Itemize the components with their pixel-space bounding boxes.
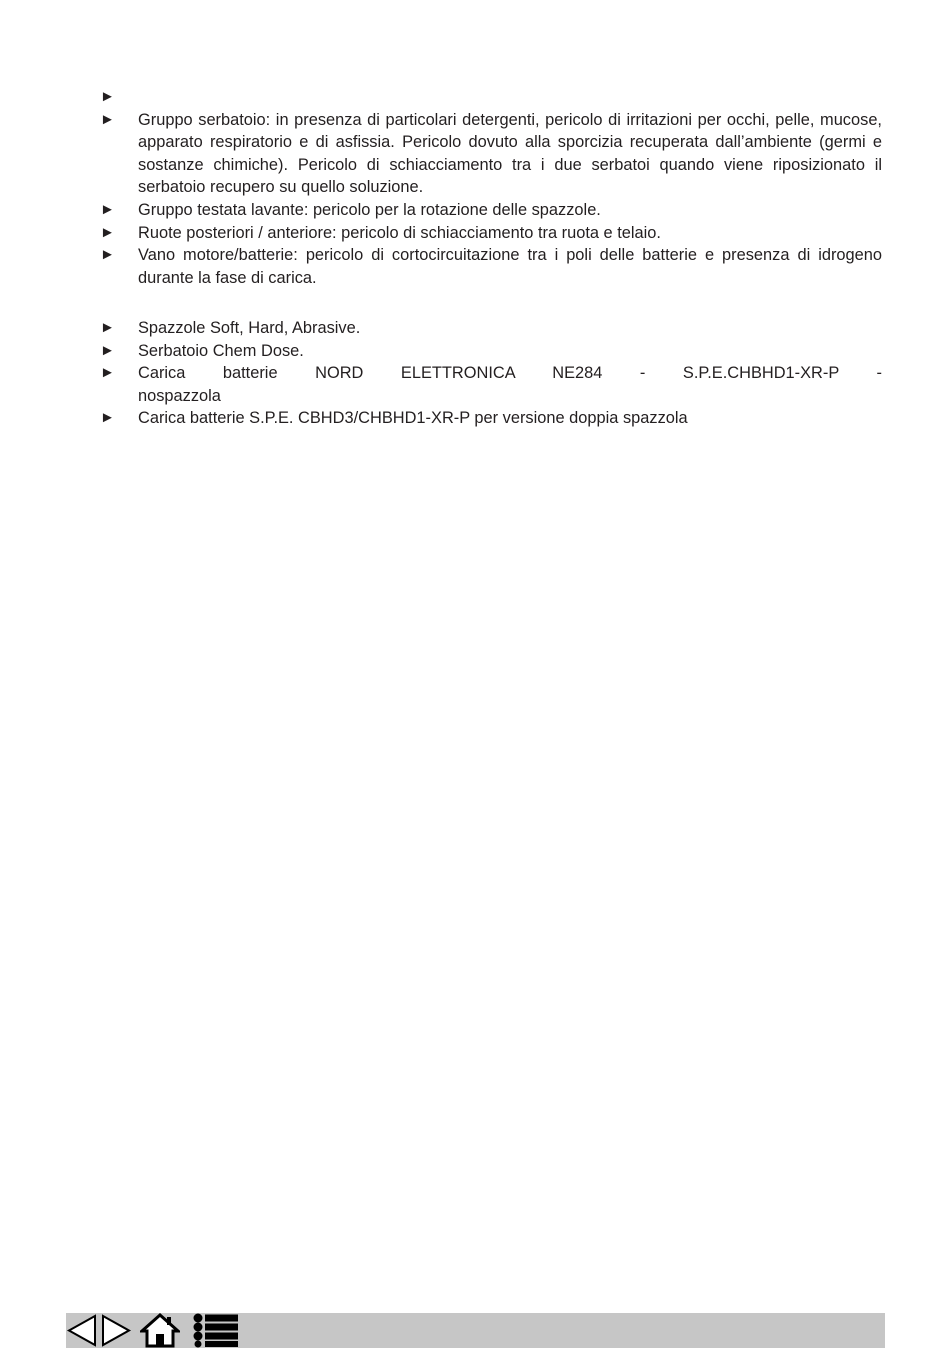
hazard-text: Ruote posteriori / anteriore: pericolo di schiacciamento tra ruota e telaio. — [138, 223, 661, 242]
accessory-text — [138, 362, 882, 407]
bullet-arrow-icon: ► — [100, 364, 115, 382]
accessory-list — [100, 317, 882, 430]
list-item — [100, 199, 882, 222]
next-page-button[interactable] — [100, 1313, 132, 1348]
accessory-text: Serbatoio Chem Dose. — [138, 341, 304, 360]
bullet-arrow-icon: ► — [100, 88, 115, 105]
list-item — [100, 362, 882, 407]
hazard-text: Gruppo testata lavante: pericolo per la rotazione delle spazzole. — [138, 200, 601, 219]
bullet-arrow-icon: ► — [100, 246, 115, 264]
accessory-text: Spazzole Soft, Hard, Abrasive. — [138, 319, 361, 337]
bullet-arrow-icon: ► — [100, 223, 115, 241]
accessory-text: Carica batterie S.P.E. CBHD3/CHBHD1-XR-P per versione doppia spazzola — [138, 409, 688, 428]
list-item — [100, 222, 882, 245]
accessory-text-line: Carica batterie NORD ELETTRONICA NE284 - S.P.E.CHBHD1-XR-P - — [138, 364, 882, 383]
navigation-bar — [66, 1313, 885, 1348]
hazard-list — [100, 86, 882, 289]
next-page-icon — [100, 1313, 132, 1348]
bullet-arrow-icon: ► — [100, 110, 115, 128]
index-list-icon — [192, 1313, 240, 1348]
list-item — [100, 86, 882, 109]
previous-page-button[interactable] — [66, 1313, 98, 1348]
list-item — [100, 244, 882, 289]
list-item — [100, 407, 882, 430]
hazard-text: Gruppo serbatoio: in presenza di particolari detergenti, pericolo di irritazioni per occhi, pelle, mucose, apparato respiratorio e di asfissia. Pericolo dovuto alla sporcizia recuperata dall’ambiente (germi e sostanze chimiche). Pericolo di schiacciamento tra i due serbatoi quando viene riposizionato il serbatoio recupero su quello soluzione. — [138, 110, 882, 197]
list-item — [100, 317, 882, 340]
index-button[interactable] — [192, 1313, 240, 1348]
bullet-arrow-icon: ► — [100, 409, 115, 427]
bullet-arrow-icon: ► — [100, 319, 115, 336]
home-button[interactable] — [140, 1313, 180, 1348]
bullet-arrow-icon: ► — [100, 341, 115, 359]
hazard-text: Vano motore/batterie: pericolo di cortocircuitazione tra i poli delle batterie e presenza di idrogeno durante la fase di carica. — [138, 246, 882, 287]
home-icon — [140, 1313, 180, 1348]
bullet-arrow-icon: ► — [100, 200, 115, 218]
list-item — [100, 340, 882, 363]
list-item — [100, 109, 882, 199]
previous-page-icon — [66, 1313, 98, 1348]
accessory-text-line: nospazzola — [138, 386, 221, 405]
